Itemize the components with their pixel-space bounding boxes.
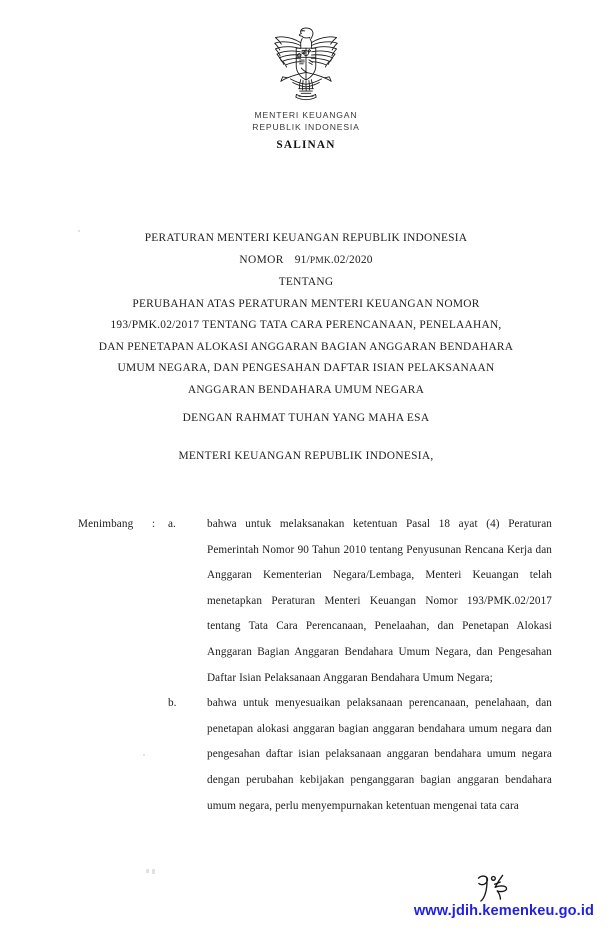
subject-line-5: ANGGARAN BENDAHARA UMUM NEGARA [187,383,425,396]
authority-line: MENTERI KEUANGAN REPUBLIK INDONESIA, [178,450,434,462]
considering-item-a [78,512,552,691]
invocation-line: DENGAN RAHMAT TUHAN YANG MAHA ESA [182,412,430,424]
copy-marker: SALINAN [276,139,336,152]
item-text-b: bahwa untuk menyesuaikan pelaksanaan perencanaan, penelahaan, dan penetapan alokasi anggaran bagian anggaran bendahara umum negara dan pengesahan daftar isian pelaksanaan anggaran bendahara umum negara dengan perubahan kebijakan penganggaran bagian anggaran bendahara umum negara, perlu menyempurnakan ketentuan mengenai tata cara [207,697,552,812]
regulation-number [295,254,373,266]
scan-artifact [146,869,149,873]
tentang-label: TENTANG [278,276,334,288]
garuda-pancasila-emblem [263,22,349,106]
nomor-prefix: 91/ [294,253,310,266]
subject-line-1: PERUBAHAN ATAS PERATURAN MENTERI KEUANGAN NOMOR [132,297,480,310]
letterhead [0,22,612,151]
subject-line-3: DAN PENETAPAN ALOKASI ANGGARAN BAGIAN ANGGARAN BENDAHARA [98,340,514,353]
item-marker-b: b. [168,697,177,710]
item-marker-a: a. [168,518,176,530]
regulation-title-block [76,228,536,401]
jdih-url[interactable]: www.jdih.kemenkeu.go.id [413,903,594,919]
considering-label: Menimbang [78,518,134,530]
regulation-number-line [76,250,536,273]
ministry-line-2: REPUBLIK INDONESIA [252,121,360,132]
nomor-label: NOMOR [239,253,284,266]
nomor-suffix: .02/2020 [330,253,373,266]
scan-artifact [143,754,145,756]
considering-colon: : [152,518,156,530]
item-text-a: bahwa untuk melaksanakan ketentuan Pasal 18 ayat (4) Peraturan Pemerintah Nomor 90 Tahun 2010 tentang Penyusunan Rencana Kerja dan Anggaran Kementerian Negara/Lembaga, Menteri Keuangan telah menetapkan Peraturan Menteri Keuangan Nomor 193/PMK.02/2017 tentang Tata Cara Perencanaan, Penelaahan, dan Penetapan Alokasi Anggaran Bagian Anggaran Bendahara Umum Negara, dan Pengesahan Daftar Isian Pelaksanaan Anggaran Bendahara Umum Negara; [207,518,552,684]
ministry-line-1: MENTERI KEUANGAN [254,110,358,120]
nomor-smallcap: PMK [309,255,331,266]
subject-line-2: 193/PMK.02/2017 TENTANG TATA CARA PERENCANAAN, PENELAAHAN, [110,319,502,331]
subject-line-4: UMUM NEGARA, DAN PENGESAHAN DAFTAR ISIAN PELAKSANAAN [117,362,495,374]
considering-item-b [78,691,552,819]
handwritten-initial-mark [472,872,518,906]
title-line-1: PERATURAN MENTERI KEUANGAN REPUBLIK INDONESIA [144,232,468,244]
scan-artifact [152,869,155,874]
considering-section [78,512,552,819]
scan-artifact [78,230,80,232]
